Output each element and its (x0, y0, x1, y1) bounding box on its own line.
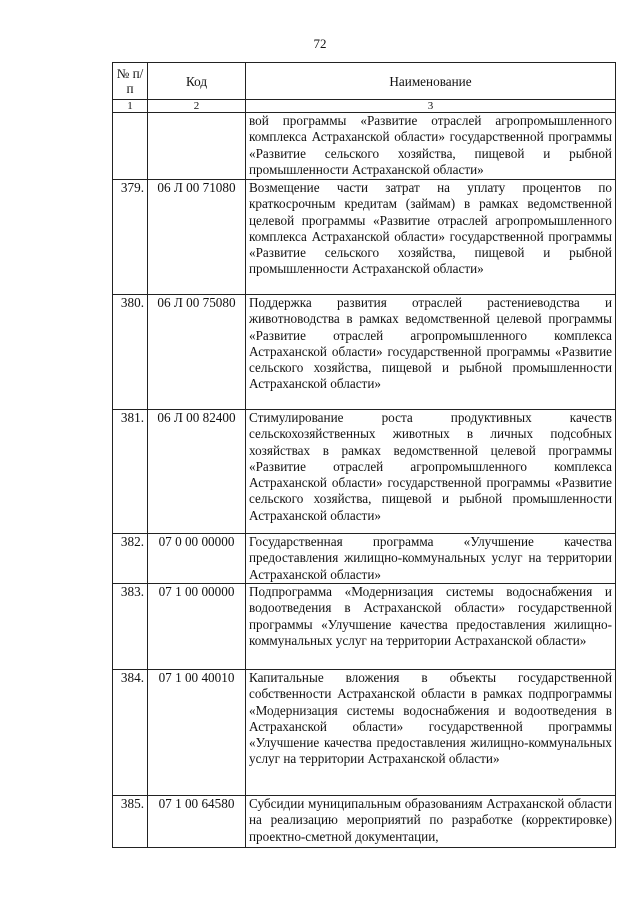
table-row (113, 180, 616, 295)
column-index-2: 2 (148, 100, 246, 113)
budget-code-table (112, 62, 616, 848)
table-row (113, 410, 616, 534)
table-header-row (113, 63, 616, 100)
row-name: Стимулирование роста продуктивных качеств сельскохозяйственных животных в личных подсобных хозяйствах в рамках ведомственной целевой программы «Развитие отраслей агропромышленного комплекса Астраханской области» государственной программы «Развитие сельского хозяйства, пищевой и рыбной промышленности Астраханской области» (246, 410, 616, 534)
header-code: Код (148, 63, 246, 100)
table-row (113, 534, 616, 584)
row-name: Капитальные вложения в объекты государственной собственности Астраханской области в рамках подпрограммы «Модернизация системы водоснабжения и водоотведения в Астраханской области» государственной программы «Улучшение качества предоставления жилищно-коммунальных услуг на территории Астраханской области» (246, 670, 616, 796)
page-number: 72 (313, 36, 327, 51)
row-number (113, 113, 148, 180)
row-code: 07 1 00 40010 (148, 670, 246, 796)
table-row (113, 584, 616, 670)
column-index-3: 3 (246, 100, 616, 113)
row-code: 06 Л 00 75080 (148, 295, 246, 410)
row-code: 07 1 00 64580 (148, 796, 246, 848)
row-number: 379. (113, 180, 148, 295)
header-name: Наименование (246, 63, 616, 100)
row-number: 382. (113, 534, 148, 584)
row-code: 07 1 00 00000 (148, 584, 246, 670)
row-name: вой программы «Развитие отраслей агропромышленного комплекса Астраханской области» государственной программы «Развитие сельского хозяйства, пищевой и рыбной промышленности Астраханской области» (246, 113, 616, 180)
row-code: 06 Л 00 71080 (148, 180, 246, 295)
row-code: 07 0 00 00000 (148, 534, 246, 584)
row-name: Возмещение части затрат на уплату процентов по краткосрочным кредитам (займам) в рамках ведомственной целевой программы «Развитие отраслей агропромышленного комплекса Астраханской области» государственной программы «Развитие сельского хозяйства, пищевой и рыбной промышленности Астраханской области» (246, 180, 616, 295)
row-name: Субсидии муниципальным образованиям Астраханской области на реализацию мероприятий по разработке (корректировке) проектно-сметной документации, (246, 796, 616, 848)
row-number: 381. (113, 410, 148, 534)
row-number: 385. (113, 796, 148, 848)
column-index-1: 1 (113, 100, 148, 113)
row-code: 06 Л 00 82400 (148, 410, 246, 534)
column-index-row (113, 100, 616, 113)
table-row (113, 295, 616, 410)
header-number: № п/п (113, 63, 148, 100)
table-row (113, 113, 616, 180)
table-row (113, 796, 616, 848)
row-number: 384. (113, 670, 148, 796)
row-number: 380. (113, 295, 148, 410)
table-row (113, 670, 616, 796)
row-name: Поддержка развития отраслей растениеводства и животноводства в рамках ведомственной целевой программы «Развитие отраслей агропромышленного комплекса Астраханской области» государственной программы «Развитие сельского хозяйства, пищевой и рыбной промышленности Астраханской области» (246, 295, 616, 410)
row-number: 383. (113, 584, 148, 670)
row-name: Государственная программа «Улучшение качества предоставления жилищно-коммунальных услуг на территории Астраханской области» (246, 534, 616, 584)
row-code (148, 113, 246, 180)
row-name: Подпрограмма «Модернизация системы водоснабжения и водоотведения в Астраханской области» государственной программы «Улучшение качества предоставления жилищно-коммунальных услуг на территории Астраханской области» (246, 584, 616, 670)
